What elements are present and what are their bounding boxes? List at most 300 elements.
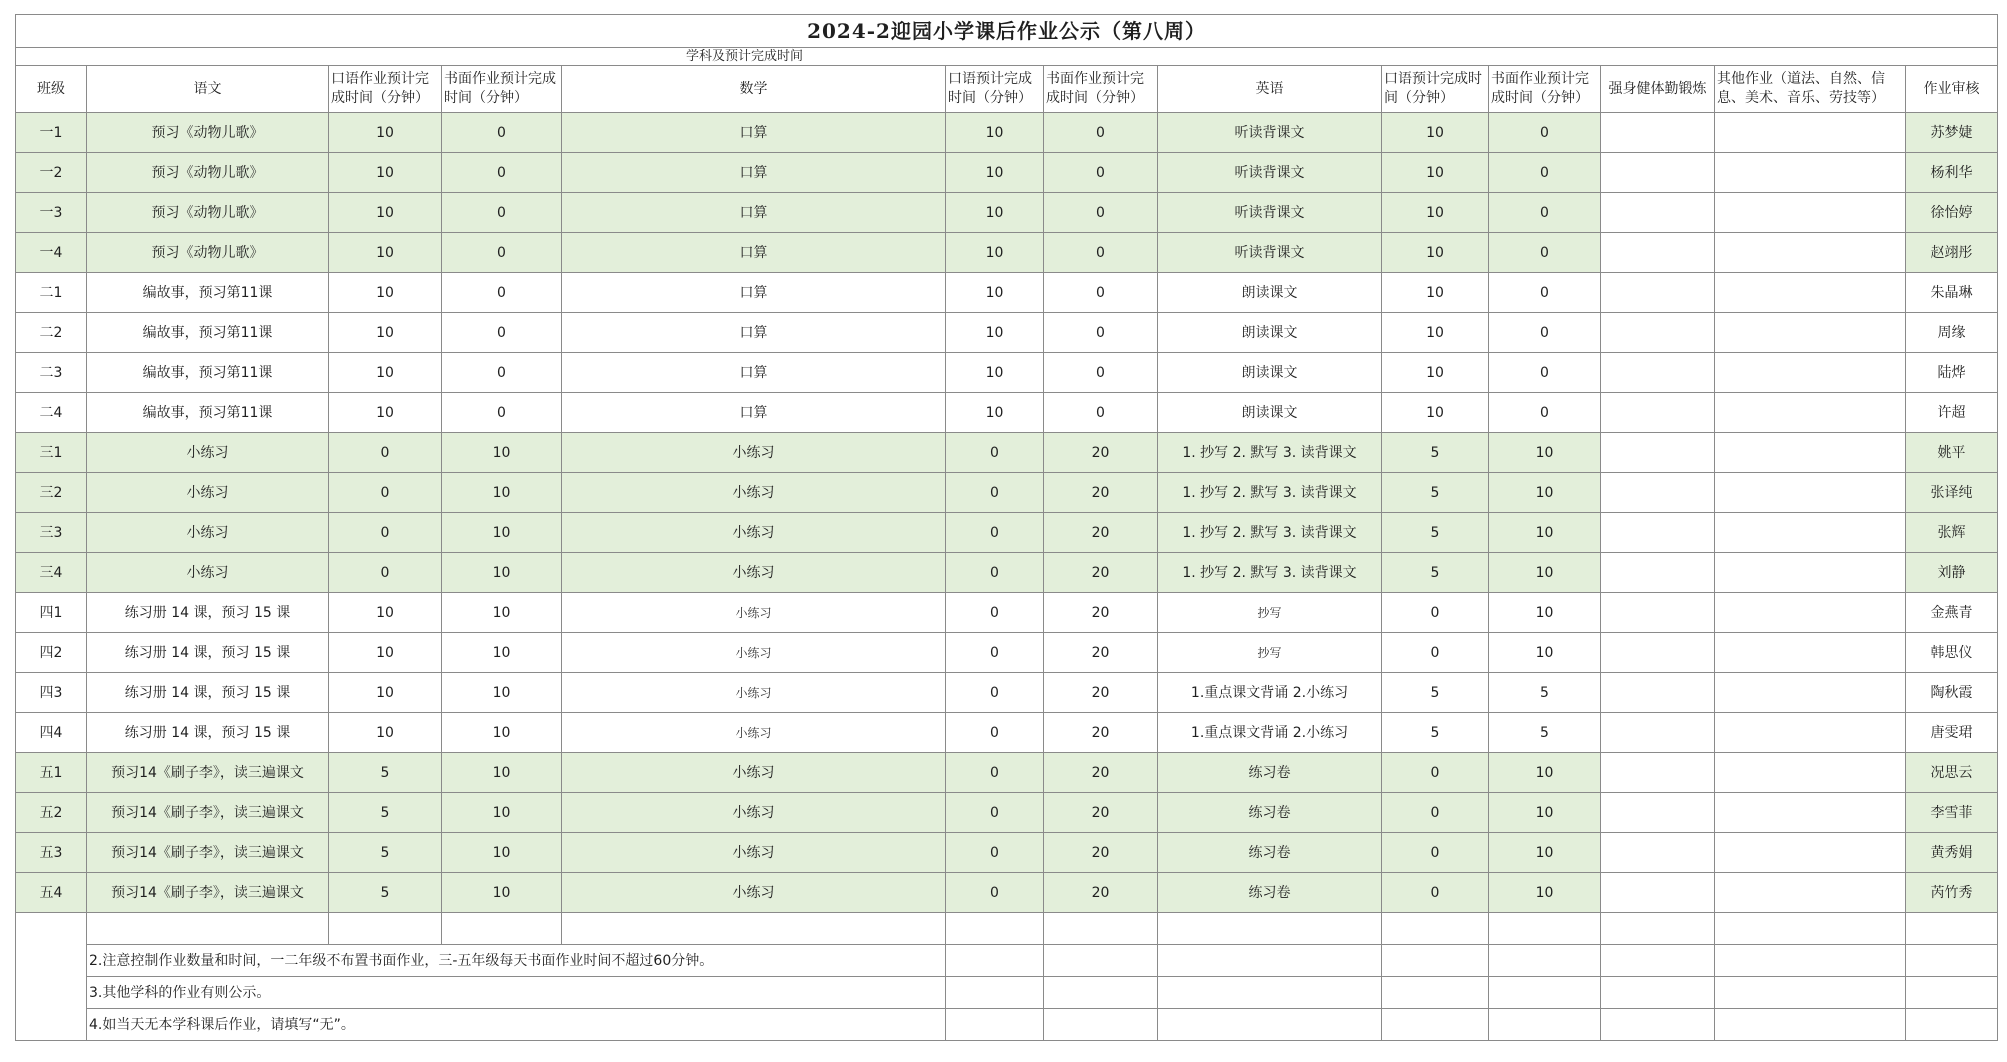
cell-exercise [1601, 793, 1715, 833]
cell-math-written: 20 [1044, 753, 1158, 793]
cell-other [1715, 753, 1906, 793]
cell-exercise [1601, 153, 1715, 193]
cell-math-written: 20 [1044, 513, 1158, 553]
table-row [16, 433, 1998, 473]
cell-exercise [1601, 393, 1715, 433]
cell-class: 四2 [16, 633, 87, 673]
empty-cell [1044, 977, 1158, 1009]
empty-cell [442, 913, 562, 945]
empty-cell [1382, 977, 1489, 1009]
note-row [16, 945, 1998, 977]
cell-chinese-oral: 10 [329, 673, 442, 713]
cell-other [1715, 673, 1906, 713]
header-chinese: 语文 [87, 66, 329, 113]
cell-chinese-oral: 5 [329, 873, 442, 913]
cell-english: 1. 抄写 2. 默写 3. 读背课文 [1158, 433, 1382, 473]
cell-class: 三1 [16, 433, 87, 473]
empty-cell [1489, 977, 1601, 1009]
empty-cell [1601, 977, 1715, 1009]
cell-class: 五4 [16, 873, 87, 913]
cell-exercise [1601, 753, 1715, 793]
empty-cell [1715, 945, 1906, 977]
homework-table [15, 14, 1998, 1041]
cell-english-oral: 0 [1382, 593, 1489, 633]
cell-other [1715, 793, 1906, 833]
note-row [16, 913, 1998, 945]
cell-class: 三2 [16, 473, 87, 513]
cell-math-written: 0 [1044, 393, 1158, 433]
cell-math-oral: 10 [946, 153, 1044, 193]
cell-english-oral: 5 [1382, 673, 1489, 713]
cell-class: 五1 [16, 753, 87, 793]
cell-chinese: 小练习 [87, 553, 329, 593]
cell-other [1715, 713, 1906, 753]
cell-english: 练习卷 [1158, 793, 1382, 833]
cell-english-written: 0 [1489, 273, 1601, 313]
header-math-oral: 口语预计完成时间（分钟） [946, 66, 1044, 113]
cell-math-oral: 0 [946, 553, 1044, 593]
note-row [16, 977, 1998, 1009]
cell-math-oral: 0 [946, 473, 1044, 513]
cell-math: 口算 [562, 393, 946, 433]
cell-review: 唐雯珺 [1906, 713, 1998, 753]
table-row [16, 153, 1998, 193]
header-row [16, 66, 1998, 113]
cell-exercise [1601, 833, 1715, 873]
cell-chinese: 预习14《刷子李》，读三遍课文 [87, 753, 329, 793]
table-row [16, 393, 1998, 433]
cell-exercise [1601, 113, 1715, 153]
cell-english-written: 0 [1489, 393, 1601, 433]
cell-chinese-oral: 10 [329, 593, 442, 633]
cell-english-written: 10 [1489, 433, 1601, 473]
empty-cell [1382, 1009, 1489, 1041]
cell-math-oral: 10 [946, 193, 1044, 233]
empty-cell [1715, 1009, 1906, 1041]
title-row [16, 15, 1998, 48]
header-english-written: 书面作业预计完成时间（分钟） [1489, 66, 1601, 113]
cell-math-written: 20 [1044, 473, 1158, 513]
cell-math: 小练习 [562, 633, 946, 673]
empty-cell [1158, 1009, 1382, 1041]
table-row [16, 513, 1998, 553]
note-text: 3.其他学科的作业有则公示。 [87, 977, 946, 1009]
note-margin-cell [16, 913, 87, 945]
empty-cell [1382, 913, 1489, 945]
empty-cell [1715, 913, 1906, 945]
cell-exercise [1601, 353, 1715, 393]
cell-chinese-oral: 10 [329, 113, 442, 153]
cell-class: 二2 [16, 313, 87, 353]
cell-math-written: 20 [1044, 433, 1158, 473]
table-row [16, 793, 1998, 833]
cell-english: 1.重点课文背诵 2.小练习 [1158, 713, 1382, 753]
cell-math-oral: 10 [946, 273, 1044, 313]
cell-math-oral: 10 [946, 233, 1044, 273]
cell-chinese: 预习《动物儿歌》 [87, 233, 329, 273]
cell-english-oral: 5 [1382, 433, 1489, 473]
subtitle: 学科及预计完成时间 [16, 48, 1998, 66]
cell-math-written: 20 [1044, 673, 1158, 713]
cell-chinese-written: 10 [442, 553, 562, 593]
cell-english: 朗读课文 [1158, 313, 1382, 353]
cell-math: 小练习 [562, 473, 946, 513]
header-english-oral: 口语预计完成时间（分钟） [1382, 66, 1489, 113]
cell-english: 听读背课文 [1158, 193, 1382, 233]
empty-cell [946, 913, 1044, 945]
cell-english-oral: 0 [1382, 873, 1489, 913]
table-row [16, 553, 1998, 593]
cell-chinese-written: 10 [442, 593, 562, 633]
empty-cell [329, 913, 442, 945]
cell-chinese-written: 10 [442, 793, 562, 833]
cell-math: 小练习 [562, 713, 946, 753]
empty-cell [1715, 977, 1906, 1009]
cell-review: 张译纯 [1906, 473, 1998, 513]
cell-math: 小练习 [562, 513, 946, 553]
cell-other [1715, 633, 1906, 673]
cell-english-written: 0 [1489, 233, 1601, 273]
cell-chinese-oral: 5 [329, 793, 442, 833]
cell-chinese-oral: 10 [329, 273, 442, 313]
cell-chinese: 小练习 [87, 513, 329, 553]
cell-english-oral: 10 [1382, 353, 1489, 393]
cell-math-written: 0 [1044, 353, 1158, 393]
cell-review: 陶秋霞 [1906, 673, 1998, 713]
cell-exercise [1601, 513, 1715, 553]
cell-chinese-written: 0 [442, 153, 562, 193]
cell-chinese: 练习册 14 课，预习 15 课 [87, 633, 329, 673]
empty-cell [946, 1009, 1044, 1041]
cell-math: 小练习 [562, 833, 946, 873]
cell-chinese-written: 10 [442, 633, 562, 673]
cell-review: 陆烨 [1906, 353, 1998, 393]
cell-chinese-oral: 10 [329, 393, 442, 433]
header-math-written: 书面作业预计完成时间（分钟） [1044, 66, 1158, 113]
note-text: 4.如当天无本学科课后作业，请填写“无”。 [87, 1009, 946, 1041]
cell-chinese-written: 10 [442, 673, 562, 713]
table-row [16, 833, 1998, 873]
note-row [16, 1009, 1998, 1041]
cell-math: 小练习 [562, 873, 946, 913]
header-class: 班级 [16, 66, 87, 113]
cell-math: 小练习 [562, 673, 946, 713]
header-other: 其他作业（道法、自然、信息、美术、音乐、劳技等） [1715, 66, 1906, 113]
cell-chinese-written: 10 [442, 833, 562, 873]
cell-other [1715, 273, 1906, 313]
cell-english-written: 10 [1489, 593, 1601, 633]
cell-english-oral: 10 [1382, 113, 1489, 153]
empty-cell [1906, 945, 1998, 977]
cell-math-oral: 0 [946, 673, 1044, 713]
cell-math-written: 20 [1044, 873, 1158, 913]
cell-chinese-oral: 10 [329, 633, 442, 673]
cell-other [1715, 873, 1906, 913]
cell-review: 韩思仪 [1906, 633, 1998, 673]
cell-math: 小练习 [562, 793, 946, 833]
cell-english-oral: 5 [1382, 513, 1489, 553]
cell-english-written: 10 [1489, 513, 1601, 553]
cell-math: 口算 [562, 313, 946, 353]
cell-math-written: 0 [1044, 273, 1158, 313]
cell-english-oral: 10 [1382, 233, 1489, 273]
cell-english-written: 10 [1489, 753, 1601, 793]
cell-chinese-oral: 10 [329, 153, 442, 193]
header-review: 作业审核 [1906, 66, 1998, 113]
empty-cell [1044, 913, 1158, 945]
table-row [16, 113, 1998, 153]
cell-math-oral: 10 [946, 393, 1044, 433]
page-title: 2024-2迎园小学课后作业公示（第八周） [16, 15, 1998, 48]
cell-other [1715, 833, 1906, 873]
cell-class: 三4 [16, 553, 87, 593]
cell-class: 一2 [16, 153, 87, 193]
cell-review: 朱晶琳 [1906, 273, 1998, 313]
cell-math-oral: 0 [946, 593, 1044, 633]
cell-chinese-written: 0 [442, 233, 562, 273]
cell-class: 四3 [16, 673, 87, 713]
cell-chinese: 预习《动物儿歌》 [87, 153, 329, 193]
cell-class: 三3 [16, 513, 87, 553]
empty-cell [1906, 913, 1998, 945]
cell-math-written: 0 [1044, 113, 1158, 153]
table-row [16, 673, 1998, 713]
cell-other [1715, 433, 1906, 473]
cell-other [1715, 593, 1906, 633]
cell-class: 四4 [16, 713, 87, 753]
cell-exercise [1601, 313, 1715, 353]
cell-review: 赵翊彤 [1906, 233, 1998, 273]
cell-english-oral: 0 [1382, 633, 1489, 673]
cell-english-written: 10 [1489, 633, 1601, 673]
cell-math: 小练习 [562, 553, 946, 593]
table-row [16, 193, 1998, 233]
cell-english: 听读背课文 [1158, 153, 1382, 193]
cell-math-written: 0 [1044, 313, 1158, 353]
subtitle-row [16, 48, 1998, 66]
header-math: 数学 [562, 66, 946, 113]
cell-exercise [1601, 433, 1715, 473]
empty-cell [1601, 1009, 1715, 1041]
cell-review: 刘静 [1906, 553, 1998, 593]
cell-english-written: 0 [1489, 313, 1601, 353]
empty-cell [1044, 1009, 1158, 1041]
cell-math-oral: 0 [946, 793, 1044, 833]
cell-chinese-written: 10 [442, 713, 562, 753]
cell-chinese-written: 0 [442, 313, 562, 353]
cell-math: 小练习 [562, 593, 946, 633]
cell-chinese: 小练习 [87, 473, 329, 513]
cell-english: 抄写 [1158, 593, 1382, 633]
empty-cell [1906, 977, 1998, 1009]
cell-english-oral: 10 [1382, 393, 1489, 433]
cell-chinese-oral: 0 [329, 553, 442, 593]
header-english: 英语 [1158, 66, 1382, 113]
cell-chinese: 练习册 14 课，预习 15 课 [87, 593, 329, 633]
cell-chinese: 预习《动物儿歌》 [87, 193, 329, 233]
cell-chinese-oral: 10 [329, 713, 442, 753]
header-exercise: 强身健体勤锻炼 [1601, 66, 1715, 113]
cell-chinese: 预习14《刷子李》，读三遍课文 [87, 873, 329, 913]
cell-english-oral: 5 [1382, 553, 1489, 593]
cell-chinese: 编故事，预习第11课 [87, 313, 329, 353]
cell-math-written: 20 [1044, 593, 1158, 633]
cell-chinese-oral: 10 [329, 233, 442, 273]
cell-english: 朗读课文 [1158, 393, 1382, 433]
cell-english: 1. 抄写 2. 默写 3. 读背课文 [1158, 473, 1382, 513]
cell-exercise [1601, 713, 1715, 753]
cell-english: 练习卷 [1158, 753, 1382, 793]
cell-chinese: 预习《动物儿歌》 [87, 113, 329, 153]
table-row [16, 753, 1998, 793]
cell-class: 二1 [16, 273, 87, 313]
empty-cell [1906, 1009, 1998, 1041]
cell-english-written: 0 [1489, 113, 1601, 153]
cell-review: 李雪菲 [1906, 793, 1998, 833]
table-row [16, 873, 1998, 913]
table-row [16, 353, 1998, 393]
cell-math-oral: 0 [946, 633, 1044, 673]
cell-exercise [1601, 193, 1715, 233]
empty-cell [1489, 1009, 1601, 1041]
cell-english-written: 0 [1489, 353, 1601, 393]
cell-math: 口算 [562, 353, 946, 393]
cell-other [1715, 313, 1906, 353]
cell-exercise [1601, 633, 1715, 673]
cell-other [1715, 233, 1906, 273]
cell-chinese-oral: 5 [329, 753, 442, 793]
cell-exercise [1601, 233, 1715, 273]
cell-review: 黄秀娟 [1906, 833, 1998, 873]
cell-class: 二3 [16, 353, 87, 393]
cell-math: 小练习 [562, 753, 946, 793]
cell-math-written: 20 [1044, 713, 1158, 753]
cell-review: 许超 [1906, 393, 1998, 433]
cell-chinese-written: 10 [442, 873, 562, 913]
cell-exercise [1601, 273, 1715, 313]
cell-english-oral: 10 [1382, 193, 1489, 233]
cell-chinese-oral: 0 [329, 473, 442, 513]
cell-class: 五3 [16, 833, 87, 873]
cell-english-written: 0 [1489, 153, 1601, 193]
empty-cell [1601, 913, 1715, 945]
cell-chinese: 练习册 14 课，预习 15 课 [87, 673, 329, 713]
cell-math-oral: 10 [946, 313, 1044, 353]
cell-review: 芮竹秀 [1906, 873, 1998, 913]
cell-english-oral: 0 [1382, 753, 1489, 793]
cell-english-written: 10 [1489, 873, 1601, 913]
cell-english-written: 10 [1489, 553, 1601, 593]
cell-chinese-written: 10 [442, 433, 562, 473]
cell-chinese: 编故事，预习第11课 [87, 273, 329, 313]
cell-chinese-written: 0 [442, 113, 562, 153]
empty-cell [1158, 913, 1382, 945]
cell-chinese: 预习14《刷子李》，读三遍课文 [87, 833, 329, 873]
empty-cell [1489, 945, 1601, 977]
empty-cell [1601, 945, 1715, 977]
cell-english-oral: 10 [1382, 153, 1489, 193]
table-row [16, 313, 1998, 353]
cell-review: 金燕青 [1906, 593, 1998, 633]
cell-chinese: 编故事，预习第11课 [87, 393, 329, 433]
cell-english-written: 10 [1489, 473, 1601, 513]
cell-english: 1.重点课文背诵 2.小练习 [1158, 673, 1382, 713]
cell-math: 口算 [562, 153, 946, 193]
cell-chinese: 小练习 [87, 433, 329, 473]
cell-math-written: 20 [1044, 633, 1158, 673]
cell-chinese-written: 0 [442, 353, 562, 393]
cell-english: 朗读课文 [1158, 273, 1382, 313]
cell-review: 周缘 [1906, 313, 1998, 353]
cell-math-written: 20 [1044, 833, 1158, 873]
cell-chinese-oral: 0 [329, 513, 442, 553]
cell-math-oral: 0 [946, 513, 1044, 553]
cell-math-oral: 0 [946, 873, 1044, 913]
table-row [16, 473, 1998, 513]
cell-chinese: 编故事，预习第11课 [87, 353, 329, 393]
table-row [16, 593, 1998, 633]
cell-english: 练习卷 [1158, 873, 1382, 913]
cell-english: 听读背课文 [1158, 113, 1382, 153]
cell-math-written: 20 [1044, 553, 1158, 593]
cell-english: 听读背课文 [1158, 233, 1382, 273]
cell-chinese-oral: 10 [329, 353, 442, 393]
cell-other [1715, 513, 1906, 553]
cell-math-written: 0 [1044, 153, 1158, 193]
cell-english: 抄写 [1158, 633, 1382, 673]
cell-english-oral: 10 [1382, 273, 1489, 313]
table-row [16, 713, 1998, 753]
cell-math-oral: 0 [946, 753, 1044, 793]
cell-exercise [1601, 873, 1715, 913]
cell-other [1715, 393, 1906, 433]
cell-chinese-written: 0 [442, 193, 562, 233]
note-margin-cell [16, 1009, 87, 1041]
empty-cell [87, 913, 329, 945]
cell-math-written: 20 [1044, 793, 1158, 833]
cell-english-written: 5 [1489, 713, 1601, 753]
cell-chinese: 练习册 14 课，预习 15 课 [87, 713, 329, 753]
empty-cell [1158, 977, 1382, 1009]
cell-english: 朗读课文 [1158, 353, 1382, 393]
cell-english: 练习卷 [1158, 833, 1382, 873]
cell-english-oral: 0 [1382, 833, 1489, 873]
cell-class: 一3 [16, 193, 87, 233]
empty-cell [1044, 945, 1158, 977]
cell-english-written: 0 [1489, 193, 1601, 233]
cell-other [1715, 553, 1906, 593]
cell-english-oral: 5 [1382, 713, 1489, 753]
cell-math-oral: 0 [946, 433, 1044, 473]
cell-review: 张辉 [1906, 513, 1998, 553]
cell-chinese-written: 0 [442, 393, 562, 433]
cell-chinese-written: 0 [442, 273, 562, 313]
cell-math-oral: 0 [946, 833, 1044, 873]
cell-math-written: 0 [1044, 233, 1158, 273]
cell-other [1715, 473, 1906, 513]
cell-chinese-oral: 0 [329, 433, 442, 473]
note-text: 2.注意控制作业数量和时间，一二年级不布置书面作业，三-五年级每天书面作业时间不超过60分钟。 [87, 945, 946, 977]
note-margin-cell [16, 945, 87, 977]
empty-cell [946, 945, 1044, 977]
table-row [16, 273, 1998, 313]
cell-exercise [1601, 553, 1715, 593]
header-chinese-written: 书面作业预计完成时间（分钟） [442, 66, 562, 113]
empty-cell [562, 913, 946, 945]
empty-cell [1158, 945, 1382, 977]
cell-chinese-oral: 10 [329, 313, 442, 353]
cell-review: 姚平 [1906, 433, 1998, 473]
